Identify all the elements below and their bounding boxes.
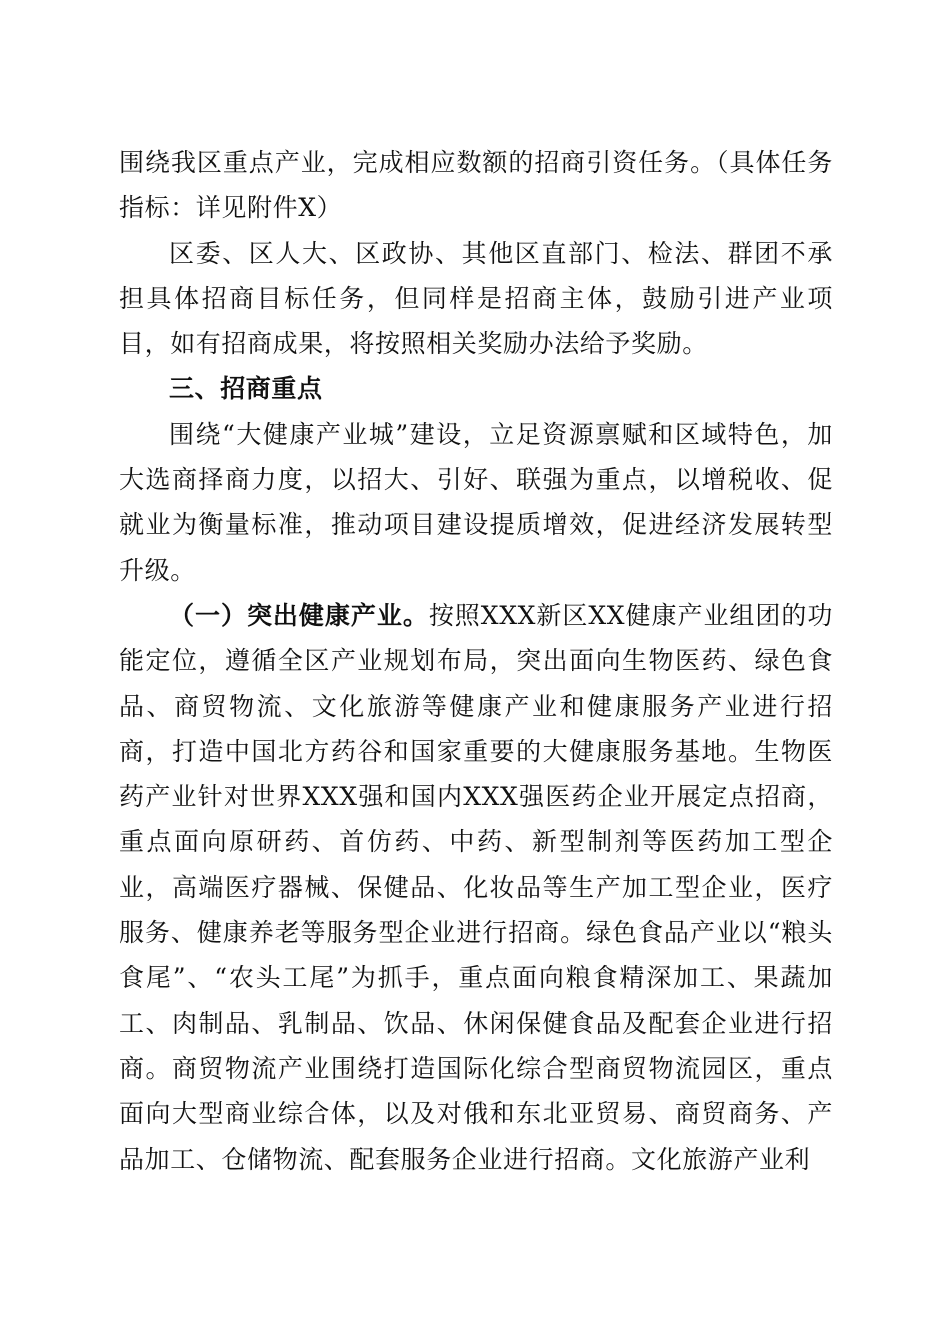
- paragraph-health-industry: [119, 593, 833, 1182]
- paragraph-body-health-industry: 按照XXX新区XX健康产业组团的功能定位，遵循全区产业规划布局，突出面向生物医药、绿色食品、商贸物流、文化旅游等健康产业和健康服务产业进行招商，打造中国北方药谷和国家重要的大健康服务基地。生物医药产业针对世界XXX强和国内XXX强医药企业开展定点招商，重点面向原研药、首仿药、中药、新型制剂等医药加工型企业，高端医疗器械、保健品、化妆品等生产加工型企业，医疗服务、健康养老等服务型企业进行招商。绿色食品产业以“粮头食尾”、“农头工尾”为抓手，重点面向粮食精深加工、果蔬加工、肉制品、乳制品、饮品、休闲保健食品及配套企业进行招商。商贸物流产业围绕打造国际化综合型商贸物流园区，重点面向大型商业综合体，以及对俄和东北亚贸易、商贸商务、产品加工、仓储物流、配套服务企业进行招商。文化旅游产业利: [119, 600, 833, 1174]
- paragraph-task-targets: 围绕我区重点产业，完成相应数额的招商引资任务。（具体任务指标：详见附件X）: [119, 148, 833, 223]
- paragraph-investment-subjects: 区委、区人大、区政协、其他区直部门、检法、群团不承担具体招商目标任务，但同样是招商主体，鼓励引进产业项目，如有招商成果，将按照相关奖励办法给予奖励。: [119, 238, 833, 359]
- paragraph-lead-health-industry: （一）突出健康产业。: [169, 600, 429, 630]
- section-heading-investment-focus: 三、招商重点: [169, 374, 323, 404]
- paragraph-health-city: 围绕“大健康产业城”建设，立足资源禀赋和区域特色，加大选商择商力度，以招大、引好、联强为重点，以增税收、促就业为衡量标准，推动项目建设提质增效，促进经济发展转型升级。: [119, 419, 833, 585]
- document-body: [119, 140, 833, 1182]
